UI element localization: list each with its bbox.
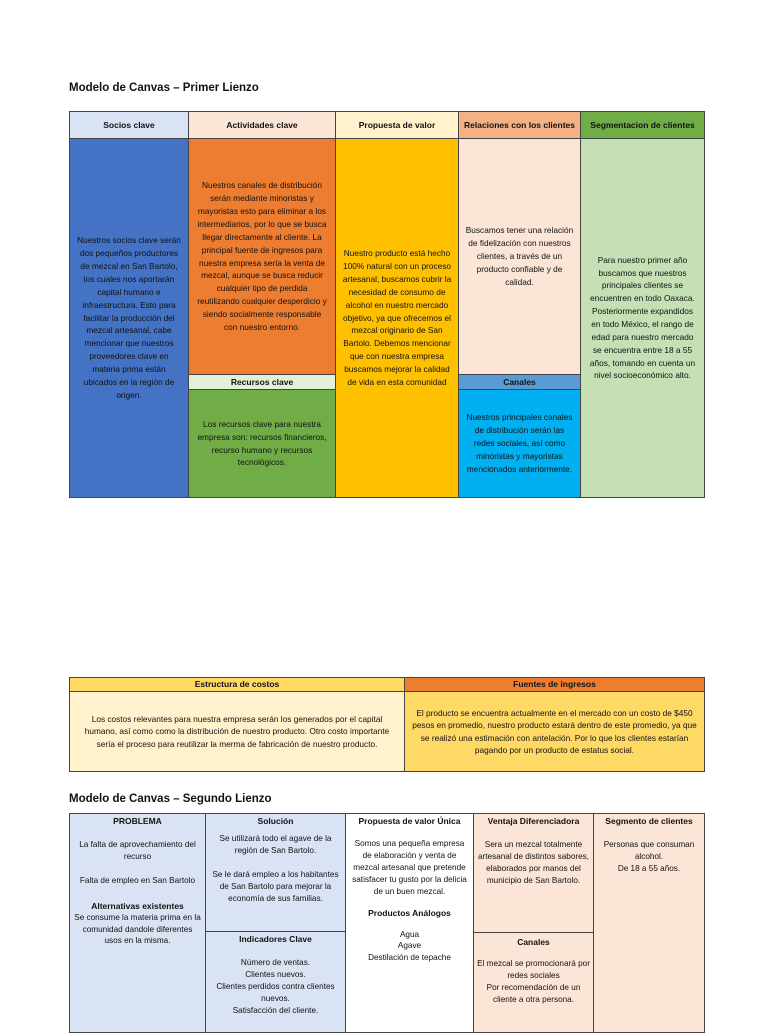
propuesta-valor-text: Nuestro producto está hecho 100% natural con un proceso artesanal, buscamos cubrir la necesidad de consumo de alcohol en nuestro mercado objetivo, ya que ofrecemos el mezcal originario de San Bartolo. Debemos mencionar que con nuestra empresa buscamos mejorar la calidad de vida en esta comunidad [342, 248, 452, 387]
ventaja-text: Sera un mezcal totalmente artesanal de distintos sabores, elaborados por manos del municipio de San Bartolo. [477, 840, 590, 885]
recursos-clave-text: Los recursos clave para nuestra empresa son: recursos financieros, recurso humano y recursos tecnológicos. [197, 418, 327, 468]
canvas1-title: Modelo de Canvas – Primer Lienzo [69, 82, 259, 94]
ventaja-cell [473, 813, 594, 933]
canales2-text: El mezcal se promocionará por redes sociales Por recomendación de un cliente a otra persona. [477, 959, 590, 1004]
propuesta-unica-header: Propuesta de valor Única [358, 816, 461, 826]
canales-cell [458, 389, 581, 498]
alternativas-header: Alternativas existentes [91, 900, 184, 911]
solucion-cell [205, 813, 346, 932]
relaciones-clientes-text: Buscamos tener una relación de fidelización con nuestros clientes, a través de un producto confiable y de calidad. [465, 225, 574, 287]
relaciones-clientes-header: Relaciones con los clientes [458, 111, 581, 139]
indicadores-cell [205, 931, 346, 1033]
estructura-costos-cell [69, 691, 405, 772]
socios-clave-text: Nuestros socios clave serán dos pequeños productores de mezcal en San Bartolo, los cuales nos aportarán capital humano e infraestructura. Esto para facilitar la producción del mezcal artesanal, cabe mencionar que nuestros proveedores clave en materia prima están ubicados en la región de origen. [77, 235, 181, 400]
canales-text: Nuestros principales canales de distribución serán las redes sociales, así como minoristas y mayoristas mencionados anteriormente. [466, 412, 573, 474]
problema-cell [69, 813, 206, 1033]
propuesta-valor-header: Propuesta de valor [335, 111, 459, 139]
estructura-costos-header: Estructura de costos [69, 677, 405, 692]
relaciones-clientes-cell [458, 138, 581, 375]
indicadores-header: Indicadores Clave [239, 934, 312, 944]
canales2-cell [473, 932, 594, 1033]
fuentes-ingresos-cell [404, 691, 705, 772]
fuentes-ingresos-text: El producto se encuentra actualmente en el mercado con un costo de $450 pesos en promedio, nuestro producto estará dentro de este promedio, ya que se realizó una estimación con antelación. Por lo que los clientes estarían pagando por un producto de estatus social. [412, 707, 697, 755]
actividades-clave-header: Actividades clave [188, 111, 336, 139]
solucion-header: Solución [257, 816, 294, 826]
analogos-text: Agua Agave Destilación de tepache [368, 929, 451, 963]
canales2-header: Canales [517, 937, 550, 947]
indicadores-text: Número de ventas. Clientes nuevos. Clientes perdidos contra clientes nuevos. Satisfacción del cliente. [216, 958, 335, 1015]
analogos-header: Productos Análogos [368, 907, 451, 918]
ventaja-header: Ventaja Diferenciadora [487, 816, 580, 826]
socios-clave-cell [69, 138, 189, 498]
segmentacion-clientes-text: Para nuestro primer año buscamos que nuestros principales clientes se encuentren en todo Oaxaca. Posteriormente expandidos en todo México, el rango de edad para nuestro mercado se encuentra entre 18 a 55 años, tomando en cuenta un nivel socioeconómico alto. [589, 254, 696, 381]
problema-header: PROBLEMA [113, 816, 162, 826]
segmentacion-clientes-header: Segmentacion de clientes [580, 111, 705, 139]
recursos-clave-cell [188, 389, 336, 498]
propuesta-valor-cell [335, 138, 459, 498]
recursos-clave-header: Recursos clave [188, 374, 336, 390]
fuentes-ingresos-header: Fuentes de ingresos [404, 677, 705, 692]
canvas2-title: Modelo de Canvas – Segundo Lienzo [69, 793, 272, 805]
segmento-header: Segmento de clientes [605, 816, 693, 826]
estructura-costos-text: Los costos relevantes para nuestra empresa serán los generados por el capital humano, así como como la distribución de nuestro producto. Otro costo importante sería el proceso para reutilizar la merma de fabricación de nuestro producto. [84, 713, 390, 749]
segmentacion-clientes-cell [580, 138, 705, 498]
segmento-cell [593, 813, 705, 1033]
propuesta-unica-text: Somos una pequeña empresa de elaboración y venta de mezcal artesanal que pretende satisfacer tu gusto por la delicia de un buen mezcal. [352, 839, 467, 896]
propuesta-unica-cell [345, 813, 474, 1033]
problema-text: La falta de aprovechamiento del recurso Falta de empleo en San Bartolo [79, 840, 196, 885]
actividades-clave-text: Nuestros canales de distribución serán mediante minoristas y mayoristas esto para eliminar a los intermediarios, por lo que se busca llegar directamente al cliente. La principal fuente de ingresos para nuestra empresa sería la venta de mezcal, aunque se busca reducir cualquier tipo de perdida reutilizando cualquier desperdicio y siendo socialmente responsable con nuestro entorno. [197, 180, 327, 332]
actividades-clave-cell [188, 138, 336, 375]
canales-header: Canales [458, 374, 581, 390]
solucion-text: Se utilizará todo el agave de la región de San Bartolo. Se le dará empleo a los habitantes de San Bartolo para mejorar la economía de sus familias. [212, 834, 339, 903]
alternativas-text: Se consume la materia prima en la comunidad dandole diferentes usos en la misma. [74, 912, 201, 946]
segmento-text: Personas que consuman alcohol. De 18 a 55 años. [603, 840, 695, 873]
socios-clave-header: Socios clave [69, 111, 189, 139]
